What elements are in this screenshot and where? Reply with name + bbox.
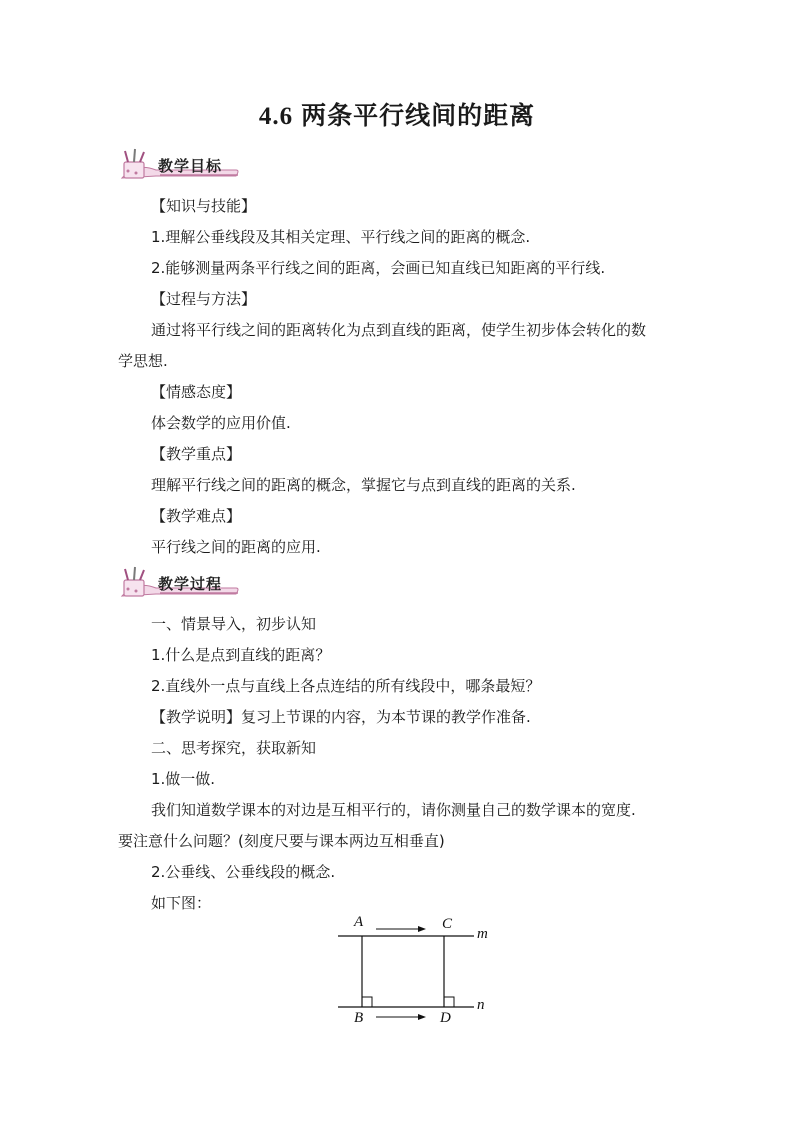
- text-line: 1.理解公垂线段及其相关定理、平行线之间的距离的概念.: [151, 228, 531, 246]
- text-line: 体会数学的应用价值.: [151, 414, 291, 432]
- text-line: 1.什么是点到直线的距离？: [151, 646, 331, 664]
- text-line: 一、情景导入，初步认知: [151, 615, 317, 633]
- label-m: m: [477, 926, 488, 942]
- text-line: 2.直线外一点与直线上各点连结的所有线段中，哪条最短？: [151, 677, 541, 695]
- text-line: 【教学难点】: [151, 507, 242, 525]
- text-line: 【情感态度】: [151, 383, 242, 401]
- text-line: 2.公垂线、公垂线段的概念.: [151, 863, 336, 881]
- section-number: 4.6: [258, 103, 294, 130]
- label-a: A: [354, 914, 364, 930]
- label-c: C: [442, 916, 453, 932]
- text-line: 如下图：: [151, 894, 212, 912]
- text-line: 通过将平行线之间的距离转化为点到直线的距离，使学生初步体会转化的数: [151, 321, 647, 339]
- title-text: 两条平行线间的距离: [301, 101, 536, 130]
- label-n: n: [477, 997, 485, 1013]
- text-line: 1.做一做.: [151, 770, 216, 788]
- text-line: 【过程与方法】: [151, 290, 257, 308]
- label-b: B: [354, 1010, 364, 1026]
- text-line: 2.能够测量两条平行线之间的距离，会画已知直线已知距离的平行线.: [151, 259, 606, 277]
- arrow-ac-head: [418, 926, 426, 932]
- section-banner-objectives: [116, 148, 242, 182]
- text-line: 平行线之间的距离的应用.: [151, 538, 321, 556]
- section-label: 教学过程: [158, 575, 223, 593]
- text-line: 【知识与技能】: [151, 197, 257, 215]
- text-line: 【教学说明】复习上节课的内容，为本节课的教学作准备.: [151, 708, 531, 726]
- text-line: 二、思考探究，获取新知: [151, 739, 317, 757]
- section-banner-process: [116, 566, 242, 600]
- arrow-bd-head: [418, 1014, 426, 1020]
- right-angle-b: [362, 997, 372, 1007]
- text-line: 【教学重点】: [151, 445, 242, 463]
- text-line: 理解平行线之间的距离的概念，掌握它与点到直线的距离的关系.: [151, 476, 576, 494]
- right-angle-d: [444, 997, 454, 1007]
- label-d: D: [440, 1010, 451, 1026]
- page-title: [0, 96, 794, 132]
- text-line: 要注意什么问题？(刻度尺要与课本两边互相垂直): [118, 832, 445, 850]
- section-label: 教学目标: [158, 157, 223, 175]
- text-line: 学思想.: [118, 352, 168, 370]
- parallel-lines-figure: [334, 912, 494, 1032]
- text-line: 我们知道数学课本的对边是互相平行的，请你测量自己的数学课本的宽度.: [151, 801, 636, 819]
